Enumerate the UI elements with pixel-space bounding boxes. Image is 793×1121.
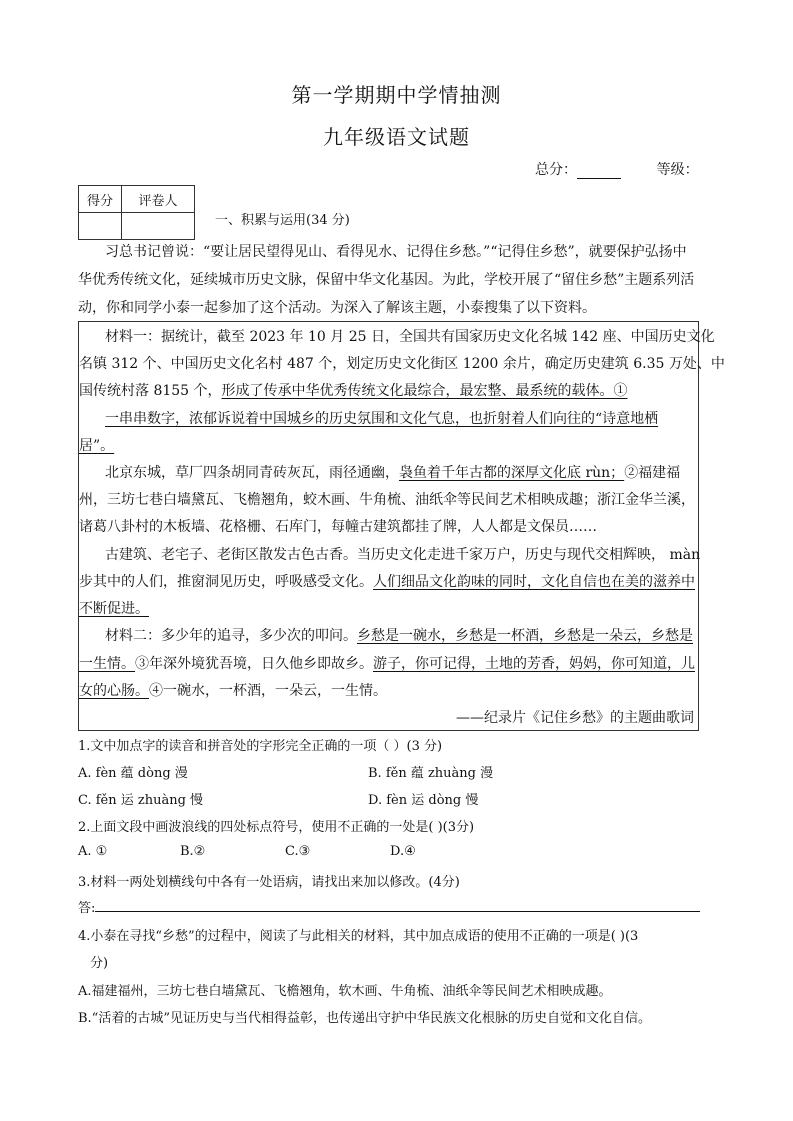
grader-header: 评卷人 [122, 186, 195, 213]
underlined-sentence-3: 人们细品文化韵味的同时，文化自信也在美的滋养中 [373, 574, 695, 590]
material-box [78, 321, 725, 731]
grader-cell[interactable] [122, 213, 195, 240]
grade-label: 等级： [656, 162, 699, 178]
q4-option-b[interactable]: B.“活着的古城”见证历史与当代相得益彰，也传递出守护中华民族文化根脉的历史自觉和文化自信。 [78, 1011, 651, 1026]
paragraph3-line-2 [79, 571, 695, 591]
material1-line-1: 材料一：据统计，截至 2023 年 10 月 25 日，全国共有国家历史文化名城 142 座、中国历史文化 [105, 329, 715, 345]
material1-line-3 [79, 380, 628, 400]
material2-line-3 [79, 680, 387, 700]
q2-option-a[interactable]: A. ① [78, 844, 108, 859]
paragraph2-line-1c: ②福建福 [624, 465, 681, 481]
material-source: ——纪录片《记住乡愁》的主题曲歌词 [456, 710, 694, 726]
q1-option-c[interactable]: C. fěn 运 zhuàng 慢 [78, 793, 204, 808]
intro-line-1: 习总书记曾说：“要让居民望得见山、看得见水、记得住乡愁。”“记得住乡愁”，就要保护弘扬中 [105, 244, 687, 260]
question-2: 2.上面文段中画波浪线的四处标点符号，使用不正确的一处是( )(3分) [78, 820, 475, 835]
underlined-sentence-2: 一串串数字，浓郁诉说着中国城乡的历史氛围和文化气息，也折射着人们向往的“诗意地栖 [105, 411, 659, 427]
total-label: 总分： [535, 162, 577, 178]
section-heading: 一、积累与运用(34 分) [215, 213, 350, 228]
intro-line-2: 华优秀传统文化，延续城市历史文脉，保留中华文化基因。为此，学校开展了“留住乡愁”主题系列活 [78, 272, 695, 288]
underlined-sentence-2-end: 居”。 [79, 438, 115, 454]
paragraph2-line-1a: 北京东城，草厂四条胡同青砖灰瓦，雨径通幽， [105, 465, 399, 481]
material2-line-2b: ③年深外境犹吾境，日久他乡即故乡。 [135, 656, 373, 672]
material2-line-1a: 材料二：多少年的追寻，多少次的叩问。 [105, 628, 357, 644]
material2-line-1 [105, 625, 693, 645]
q3-answer-line[interactable] [95, 910, 700, 912]
question-3: 3.材料一两处划横线句中各有一处语病，请找出来加以修改。(4分) [78, 875, 460, 890]
paragraph2-line-2: 州，三坊七巷白墙黛瓦、飞檐翘角，蛟木画、牛角梳、油纸伞等民间艺术相映成趣；浙江金华兰溪， [79, 492, 695, 508]
material2-underlined-3: 游子，你可记得，土地的芳香，妈妈，你可知道，儿 [373, 656, 695, 672]
q4-option-a[interactable]: A.福建福州，三坊七巷白墙黛瓦、飞檐翘角，软木画、牛角梳、油纸伞等民间艺术相映成趣。 [78, 984, 612, 999]
exam-title: 第一学期期中学情抽测 [291, 83, 502, 107]
underlined-sentence-1: 形成了传承中华优秀传统文化最综合，最宏整、最系统的载体。① [221, 383, 628, 399]
question-1: 1.文中加点字的读音和拼音处的字形完全正确的一项（ ）(3 分) [78, 739, 443, 754]
wavy-text: 袅鱼着千年古都的深厚文化底 rùn； [399, 465, 625, 481]
q2-option-d[interactable]: D.④ [390, 844, 416, 859]
q3-answer-label: 答: [78, 901, 96, 916]
paragraph3-line-1: 古建筑、老宅子、老街区散发古色古香。当历史文化走进千家万户，历史与现代交相辉映， màn [105, 547, 701, 563]
question-4-line-1: 4.小泰在寻找“乡愁”的过程中，阅读了与此相关的材料，其中加点成语的使用不正确的一项是( )(3 [78, 929, 639, 944]
grader-table [78, 185, 195, 240]
score-cell[interactable] [79, 213, 122, 240]
intro-line-3: 动，你和同学小泰一起参加了这个活动。为深入了解该主题，小泰搜集了以下资料。 [78, 300, 596, 316]
q1-option-a[interactable]: A. fèn 蕴 dòng 漫 [78, 766, 188, 781]
q1-option-d[interactable]: D. fèn 运 dòng 慢 [368, 793, 479, 808]
material2-underlined-4: 女的心肠。 [79, 683, 149, 699]
score-line [535, 159, 699, 179]
material2-line-2 [79, 653, 695, 673]
paragraph3-line-2a: 步其中的人们，推窗洞见历史，呼吸感受文化。 [79, 574, 373, 590]
paragraph2-line-1 [105, 462, 680, 482]
material1-line-3a: 国传统村落 8155 个， [79, 383, 222, 399]
material2-underlined-2: 一生情。 [79, 656, 135, 672]
q2-option-b[interactable]: B.② [180, 844, 206, 859]
exam-subtitle: 九年级语文试题 [323, 125, 470, 149]
question-4-line-2: 分) [90, 956, 109, 971]
material2-underlined-1: 乡愁是一碗水，乡愁是一杯酒，乡愁是一朵云，乡愁是 [357, 628, 693, 644]
score-header: 得分 [79, 186, 122, 213]
total-blank[interactable] [577, 164, 621, 179]
underlined-sentence-3-end: 不断促进。 [79, 601, 149, 617]
q2-option-c[interactable]: C.③ [285, 844, 311, 859]
material2-line-3b: ④一碗水，一杯酒，一朵云，一生情。 [149, 683, 387, 699]
material1-line-2: 名镇 312 个、中国历史文化名村 487 个，划定历史文化街区 1200 余片，确定历史建筑 6.35 万处、中 [79, 356, 725, 372]
q1-option-b[interactable]: B. fěn 蕴 zhuàng 漫 [368, 766, 494, 781]
paragraph2-line-3: 诸葛八卦村的木板墙、花格栅、石库门，每幢古建筑都挂了牌，人人都是文保员…… [79, 519, 597, 535]
